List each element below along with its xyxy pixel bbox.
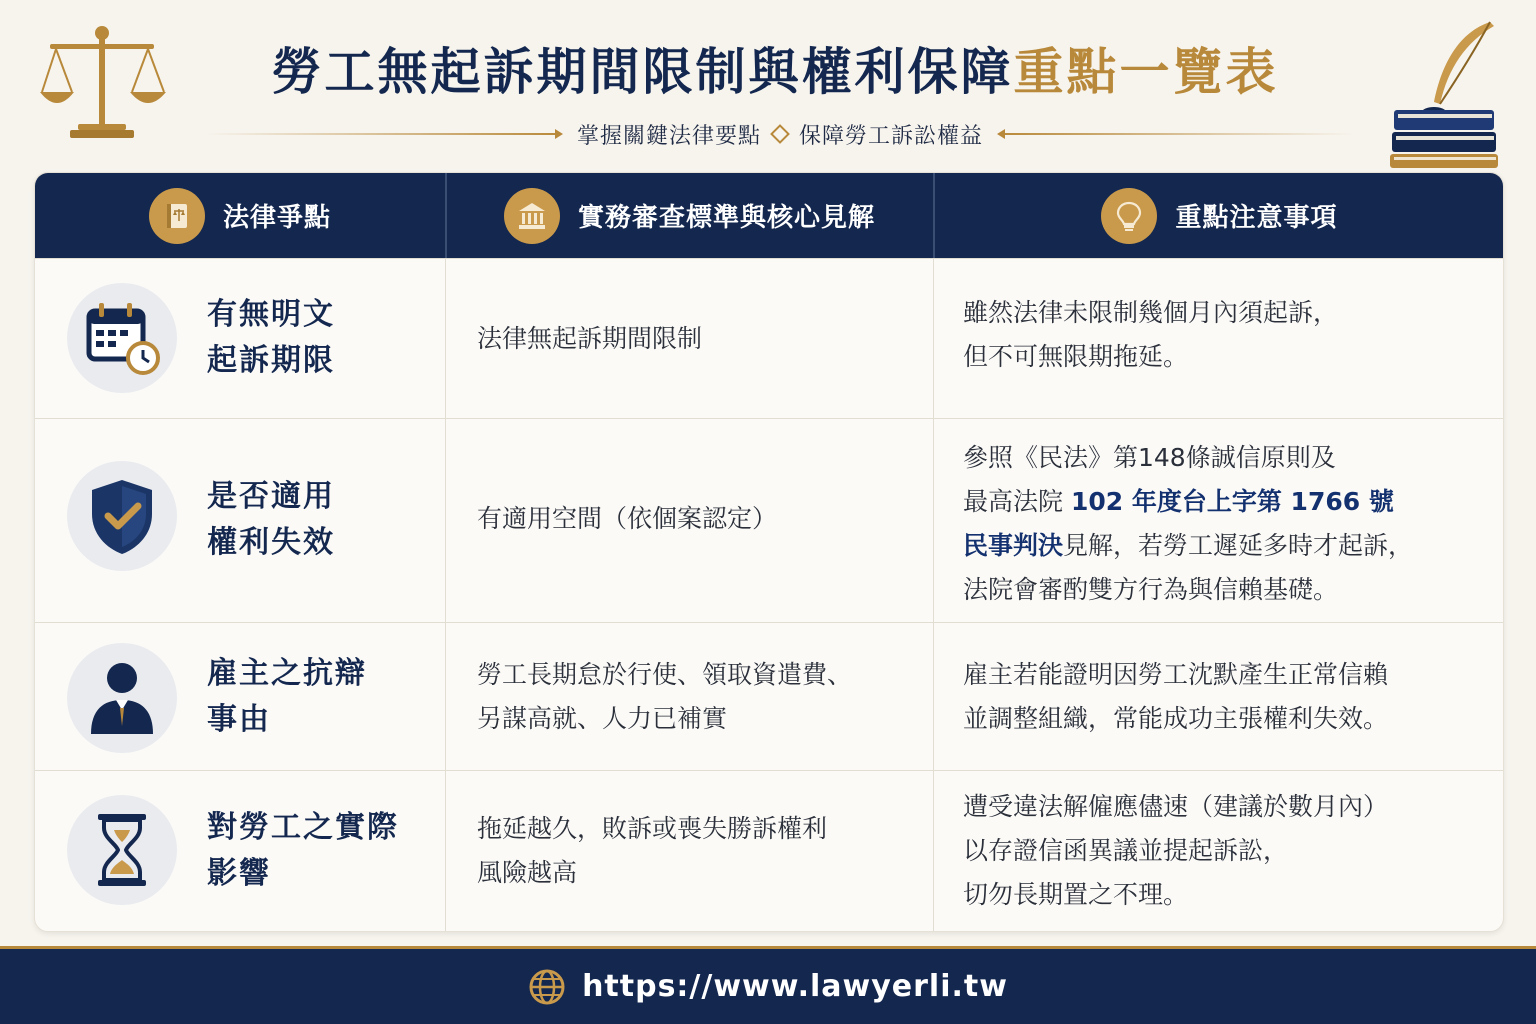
note-line: 參照《民法》第148條誠信原則及 bbox=[963, 443, 1336, 472]
globe-icon bbox=[528, 968, 566, 1006]
note-line: 切勿長期置之不理。 bbox=[963, 880, 1189, 909]
note-line: 遭受違法解僱應儘速（建議於數月內） bbox=[963, 792, 1389, 821]
standard-text bbox=[477, 653, 917, 741]
summary-table bbox=[34, 172, 1504, 932]
column-label-notes: 重點注意事項 bbox=[1175, 203, 1338, 233]
table-row bbox=[35, 770, 1504, 932]
issue-line: 雇主之抗辯 bbox=[207, 656, 367, 691]
note-segment: 見解，若勞工遲延多時才起訴， bbox=[1063, 531, 1414, 560]
subtitle-right: 保障勞工訴訟權益 bbox=[799, 123, 984, 149]
standard-line: 勞工長期怠於行使、領取資遣費、 bbox=[477, 660, 853, 689]
title-accent: 重點一覽表 bbox=[1013, 42, 1279, 101]
subtitle-divider-left bbox=[205, 133, 561, 135]
column-label-issue: 法律爭點 bbox=[222, 203, 331, 233]
note-line: 法院會審酌雙方行為與信賴基礎。 bbox=[963, 575, 1339, 604]
note-text bbox=[963, 785, 1493, 917]
note-line bbox=[963, 524, 1493, 568]
footer bbox=[0, 946, 1536, 1024]
standard-line: 另謀高就、人力已補實 bbox=[477, 704, 728, 733]
issue-line: 影響 bbox=[207, 856, 271, 891]
column-header-notes bbox=[934, 173, 1504, 258]
quill-books-icon bbox=[1390, 18, 1502, 168]
issue-text bbox=[207, 805, 399, 897]
title-main: 勞工無起訴期間限制與權利保障 bbox=[271, 42, 1014, 101]
note-line: 但不可無限期拖延。 bbox=[963, 342, 1189, 371]
header bbox=[0, 0, 1536, 170]
lightbulb-icon bbox=[1101, 188, 1157, 244]
table-row bbox=[35, 258, 1504, 418]
table-row bbox=[35, 418, 1504, 622]
employer-icon bbox=[67, 643, 177, 753]
column-header-issue bbox=[35, 173, 445, 258]
issue-line: 權利失效 bbox=[207, 525, 335, 560]
subtitle-divider-right bbox=[999, 133, 1355, 135]
issue-line: 有無明文 bbox=[207, 297, 335, 332]
shield-check-icon bbox=[67, 461, 177, 571]
note-segment: 最高法院 bbox=[963, 487, 1071, 516]
note-line bbox=[963, 480, 1493, 524]
courthouse-icon bbox=[504, 188, 560, 244]
standard-line: 法律無起訴期間限制 bbox=[477, 324, 703, 353]
column-header-standard bbox=[446, 173, 933, 258]
standard-line: 風險越高 bbox=[477, 858, 578, 887]
law-book-icon bbox=[149, 188, 205, 244]
note-text bbox=[963, 291, 1493, 379]
standard-text bbox=[477, 497, 917, 541]
issue-line: 事由 bbox=[207, 702, 271, 737]
issue-line: 對勞工之實際 bbox=[207, 810, 399, 845]
issue-text bbox=[207, 292, 335, 384]
note-text bbox=[963, 653, 1493, 741]
note-line: 以存證信函異議並提起訴訟， bbox=[963, 836, 1289, 865]
subtitle-row bbox=[205, 118, 1355, 150]
note-line: 雇主若能證明因勞工沈默產生正常信賴 bbox=[963, 660, 1389, 689]
note-line: 雖然法律未限制幾個月內須起訴， bbox=[963, 298, 1339, 327]
case-citation: 102 年度台上字第 1766 號 bbox=[1070, 487, 1394, 516]
website-link[interactable]: https://www.lawyerli.tw bbox=[582, 969, 1008, 1004]
issue-line: 是否適用 bbox=[207, 479, 335, 514]
diamond-icon bbox=[770, 124, 790, 144]
subtitle bbox=[561, 119, 999, 150]
standard-line: 拖延越久，敗訴或喪失勝訴權利 bbox=[477, 814, 828, 843]
scales-of-justice-icon bbox=[38, 22, 166, 144]
case-citation-suffix: 民事判決 bbox=[963, 531, 1064, 560]
note-line: 並調整組織，常能成功主張權利失效。 bbox=[963, 704, 1389, 733]
calendar-clock-icon bbox=[67, 283, 177, 393]
table-row bbox=[35, 622, 1504, 770]
note-text bbox=[963, 436, 1493, 612]
standard-text bbox=[477, 317, 917, 361]
standard-text bbox=[477, 807, 917, 895]
subtitle-left: 掌握關鍵法律要點 bbox=[576, 123, 761, 149]
column-label-standard: 實務審查標準與核心見解 bbox=[577, 203, 875, 233]
table-header bbox=[35, 173, 1504, 258]
issue-line: 起訴期限 bbox=[207, 343, 335, 378]
page-title bbox=[170, 32, 1380, 104]
standard-line: 有適用空間（依個案認定） bbox=[477, 504, 778, 533]
issue-text bbox=[207, 474, 335, 566]
issue-text bbox=[207, 651, 367, 743]
hourglass-icon bbox=[67, 795, 177, 905]
